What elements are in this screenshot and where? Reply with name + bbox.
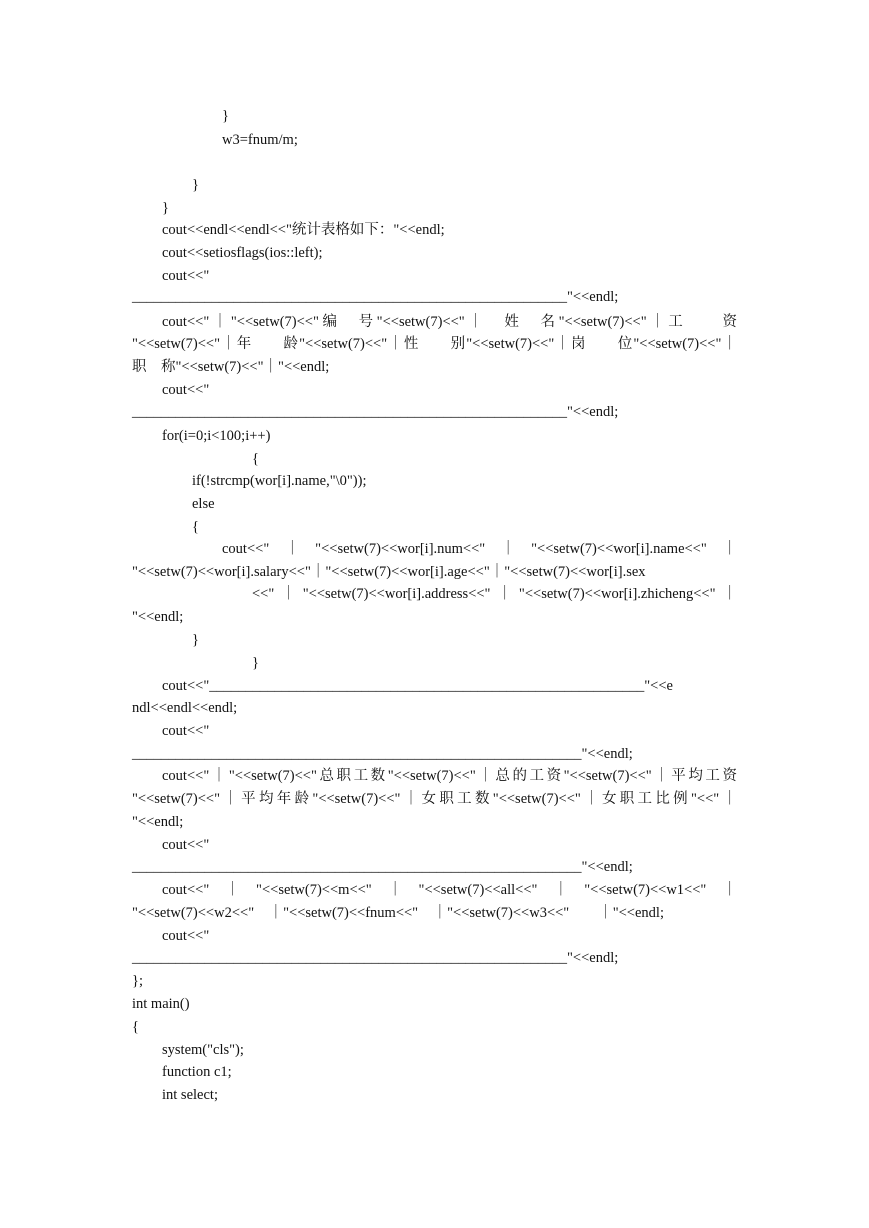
code-line: {	[192, 519, 199, 535]
code-line: "<<setw(7)<<"｜平均年龄"<<setw(7)<<"｜女职工数"<<setw(7)<<"｜女职工比例"<<"｜	[132, 791, 737, 807]
code-line: ndl<<endl<<endl;	[132, 700, 238, 716]
code-line: int main()	[132, 996, 190, 1012]
code-line: <<"｜"<<setw(7)<<wor[i].address<<"｜"<<setw(7)<<wor[i].zhicheng<<"｜	[252, 586, 737, 602]
code-line: cout<<"｜"<<setw(7)<<"总职工数"<<setw(7)<<"｜总的工资"<<setw(7)<<"｜平均工资	[162, 768, 737, 784]
code-line: cout<<setiosflags(ios::left);	[162, 245, 323, 261]
code-line: cout<<"｜"<<setw(7)<<"编 号"<<setw(7)<<"｜ 姓 名"<<setw(7)<<"｜工 资	[162, 314, 737, 330]
code-line: cout<<"	[162, 382, 210, 398]
code-line: }	[162, 200, 169, 216]
code-line: 职 称"<<setw(7)<<"｜"<<endl;	[132, 359, 330, 375]
code-line: "<<setw(7)<<wor[i].salary<<"｜"<<setw(7)<<wor[i].age<<"｜"<<setw(7)<<wor[i].sex	[132, 564, 646, 580]
code-line: ____________________________________________________________"<<endl;	[132, 289, 619, 305]
code-line: ______________________________________________________________"<<endl;	[132, 859, 633, 875]
code-line: "<<endl;	[132, 814, 184, 830]
code-line: "<<setw(7)<<"｜年 龄"<<setw(7)<<"｜性 别"<<setw(7)<<"｜岗 位"<<setw(7)<<"｜	[132, 336, 737, 352]
code-line: "<<endl;	[132, 609, 184, 625]
code-line: ______________________________________________________________"<<endl;	[132, 746, 633, 762]
code-line: };	[132, 973, 143, 989]
code-line: int select;	[162, 1087, 218, 1103]
code-line: cout<<"	[162, 723, 210, 739]
code-line: cout<<endl<<endl<<"统计表格如下："<<endl;	[162, 222, 445, 238]
code-line: system("cls");	[162, 1042, 244, 1058]
code-line: else	[192, 496, 215, 512]
code-line: cout<<"	[162, 268, 210, 284]
code-line: if(!strcmp(wor[i].name,"\0"));	[192, 473, 367, 489]
code-line: "<<setw(7)<<w2<<" ｜"<<setw(7)<<fnum<<" ｜"<<setw(7)<<w3<<" ｜"<<endl;	[132, 905, 664, 921]
code-line: cout<<"	[162, 837, 210, 853]
code-line: cout<<" ｜ "<<setw(7)<<m<<" ｜ "<<setw(7)<<all<<" ｜ "<<setw(7)<<w1<<" ｜	[162, 882, 737, 898]
code-line: }	[252, 655, 259, 671]
code-line: cout<<"	[162, 928, 210, 944]
code-line: cout<<" ｜ "<<setw(7)<<wor[i].num<<" ｜ "<<setw(7)<<wor[i].name<<" ｜	[222, 541, 737, 557]
code-line: ____________________________________________________________"<<endl;	[132, 404, 619, 420]
code-line: }	[222, 108, 229, 124]
code-line: w3=fnum/m;	[222, 132, 298, 148]
code-line: cout<<"____________________________________________________________"<<e	[162, 678, 673, 694]
code-line: for(i=0;i<100;i++)	[162, 428, 271, 444]
code-line: {	[252, 451, 259, 467]
code-line: }	[192, 177, 199, 193]
code-line: function c1;	[162, 1064, 232, 1080]
code-line: {	[132, 1019, 139, 1035]
code-line: ____________________________________________________________"<<endl;	[132, 950, 619, 966]
code-line: }	[192, 632, 199, 648]
